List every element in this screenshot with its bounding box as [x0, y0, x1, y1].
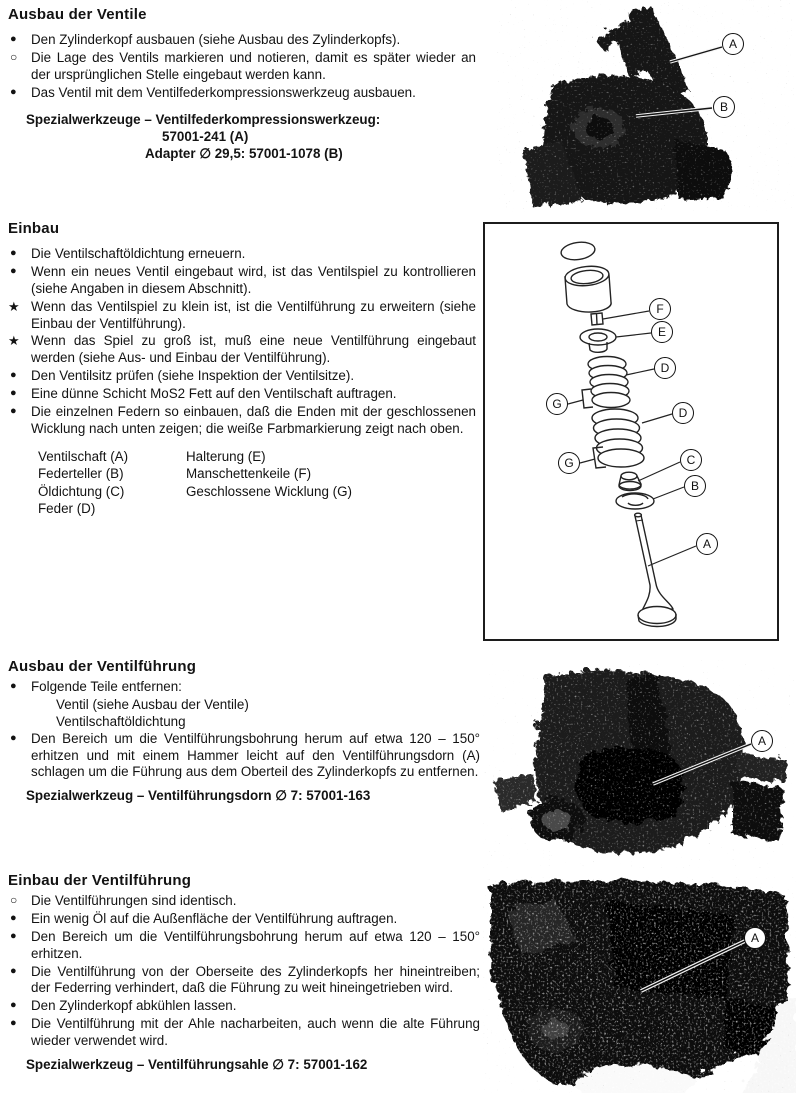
part-label: Ventilschaft (A) [38, 448, 129, 464]
filled-bullet-icon: ● [10, 999, 17, 1012]
callout-e: E [651, 321, 673, 343]
photo-artwork [483, 660, 795, 869]
bullet-item [8, 264, 476, 298]
photo-artwork [483, 877, 796, 1093]
bullet-item [8, 893, 480, 910]
callout-a: A [744, 927, 766, 949]
bullet-item [8, 50, 476, 84]
section-valve-installation [8, 220, 476, 517]
bullet-item [8, 368, 476, 385]
bullet-text: Eine dünne Schicht MoS2 Fett auf den Ventilschaft auftragen. [31, 386, 397, 402]
filled-bullet-icon: ● [10, 369, 17, 382]
bullet-item [8, 246, 476, 263]
part-label: Öldichtung (C) [38, 483, 125, 499]
callout-f: F [649, 298, 671, 320]
bullet-text: Wenn ein neues Ventil eingebaut wird, ist das Ventilspiel zu kontrollieren (siehe Angaben in diesem Abschnitt). [31, 263, 476, 296]
callout-d-upper: D [654, 357, 676, 379]
open-bullet-icon: ○ [10, 893, 18, 907]
bullet-item [8, 32, 476, 49]
part-label: Feder (D) [38, 501, 96, 517]
callout-b: B [713, 96, 735, 118]
parts-legend-column [38, 448, 186, 518]
filled-bullet-icon: ● [10, 405, 17, 418]
special-tools-line: Adapter ∅ 29,5: 57001-1078 (B) [145, 146, 343, 162]
bullet-item [8, 386, 476, 403]
filled-bullet-icon: ● [10, 33, 17, 45]
bullet-text: Die Ventilführungen sind identisch. [31, 893, 237, 908]
bullet-item [8, 1016, 480, 1050]
bullet-item [8, 731, 480, 782]
section-heading: Einbau [8, 220, 60, 237]
sub-item: Ventilschaftöldichtung [56, 713, 186, 729]
bullet-item [8, 679, 480, 696]
keeper-part [591, 313, 603, 325]
bullet-text: Den Zylinderkopf abkühlen lassen. [31, 998, 237, 1014]
valve-part [635, 513, 676, 626]
photo-valve-spring-compressor [497, 0, 795, 212]
bullet-list [8, 679, 480, 781]
callout-b: B [684, 475, 706, 497]
bullet-text: Die Lage des Ventils markieren und notieren, damit es später wieder an der ursprünglichen Stelle eingebaut werden kann. [31, 49, 476, 82]
filled-bullet-icon: ● [10, 964, 17, 977]
tappet-part [564, 264, 611, 312]
inner-spring-part [588, 357, 630, 408]
bullet-text: Den Bereich um die Ventilführungsbohrung herum auf etwa 120 – 150° erhitzen und mit einem Hammer leicht auf den Ventilführungsdorn (A) schlagen um die Führung aus dem Oberteil des Zylinderkopfs zu entfernen. [31, 730, 480, 780]
retainer-part [580, 329, 616, 352]
sub-item: Ventil (siehe Ausbau der Ventile) [56, 696, 249, 712]
filled-bullet-icon: ● [10, 264, 17, 277]
bullet-list [8, 246, 476, 438]
callout-c: C [680, 449, 702, 471]
bullet-text: Die Ventilführung von der Oberseite des Zylinderkopfs her hineintreiben; der Federring verhindert, daß die Führung zu weit hineingetrieben wird. [31, 963, 480, 996]
section-heading: Einbau der Ventilführung [8, 872, 192, 889]
special-tool-note: Spezialwerkzeug – Ventilführungsahle ∅ 7: 57001-162 [26, 1057, 368, 1073]
bullet-text: Folgende Teile entfernen: [31, 679, 182, 694]
special-tools-line: 57001-241 (A) [162, 128, 249, 144]
callout-g-upper: G [546, 393, 568, 415]
filled-bullet-icon: ● [10, 85, 17, 98]
spring-seat-part [616, 493, 654, 509]
bullet-item [8, 333, 476, 367]
bullet-item [8, 998, 480, 1015]
oil-seal-part [619, 472, 641, 490]
section-guide-removal [8, 658, 480, 804]
special-tools-line: Spezialwerkzeuge – Ventilfederkompressionswerkzeug: [26, 111, 381, 127]
bullet-text: Wenn das Ventilspiel zu klein ist, ist die Ventilführung zu erweitern (siehe Einbau der Ventilführung). [31, 298, 476, 331]
callout-a: A [751, 730, 773, 752]
callout-a: A [722, 33, 744, 55]
bullet-item [8, 299, 476, 333]
photo-artwork [497, 0, 795, 212]
bullet-item [8, 929, 480, 963]
special-tool-note: Spezialwerkzeug – Ventilführungsdorn ∅ 7: 57001-163 [26, 788, 371, 804]
bullet-text: Den Bereich um die Ventilführungsbohrung herum auf etwa 120 – 150° erhitzen. [31, 928, 480, 961]
bullet-text: Die einzelnen Federn so einbauen, daß die Enden mit der geschlossenen Wicklung nach unten zeigen; die weiße Farbmarkierung zeigt nach oben. [31, 404, 476, 436]
section-guide-installation [8, 872, 480, 1073]
star-bullet-icon: ★ [8, 298, 20, 314]
parts-legend [8, 448, 476, 518]
bullet-text: Den Ventilsitz prüfen (siehe Inspektion der Ventilsitze). [31, 368, 355, 384]
bullet-text: Den Zylinderkopf ausbauen (siehe Ausbau des Zylinderkopfs). [31, 32, 401, 47]
part-label: Manschettenkeile (F) [186, 466, 312, 482]
diagram-valve-exploded-view [483, 222, 779, 641]
callout-d-lower: D [672, 402, 694, 424]
special-tools-note [8, 111, 476, 163]
filled-bullet-icon: ● [10, 680, 17, 692]
outer-spring-part [592, 409, 644, 467]
bullet-item [8, 404, 476, 438]
filled-bullet-icon: ● [10, 1017, 17, 1030]
parts-legend-column [186, 448, 352, 518]
filled-bullet-icon: ● [10, 387, 17, 400]
bullet-list [8, 893, 480, 1050]
section-valve-removal [8, 6, 476, 163]
filled-bullet-icon: ● [10, 911, 17, 924]
bullet-item [8, 964, 480, 998]
bullet-item [8, 85, 476, 102]
section-heading: Ausbau der Ventilführung [8, 658, 197, 675]
callout-g-lower: G [558, 452, 580, 474]
part-label: Federteller (B) [38, 466, 124, 482]
part-label: Geschlossene Wicklung (G) [186, 483, 352, 499]
callout-a: A [696, 533, 718, 555]
section-heading: Ausbau der Ventile [8, 6, 147, 23]
bullet-text: Wenn das Spiel zu groß ist, muß eine neue Ventilführung eingebaut werden (siehe Aus- und Einbau der Ventilführung). [31, 333, 476, 366]
part-label: Halterung (E) [186, 448, 266, 464]
filled-bullet-icon: ● [10, 929, 17, 942]
bullet-text: Ein wenig Öl auf die Außenfläche der Ventilführung auftragen. [31, 910, 398, 926]
open-bullet-icon: ○ [10, 49, 18, 64]
bullet-text: Das Ventil mit dem Ventilfederkompressionswerkzeug ausbauen. [31, 84, 416, 100]
filled-bullet-icon: ● [10, 731, 17, 744]
star-bullet-icon: ★ [8, 333, 20, 349]
shim-part [560, 240, 596, 262]
bullet-item [8, 911, 480, 928]
bullet-text: Die Ventilführung mit der Ahle nacharbeiten, auch wenn die alte Führung wieder verwendet wird. [31, 1016, 480, 1049]
photo-valve-guide-removal [483, 660, 795, 869]
filled-bullet-icon: ● [10, 247, 17, 259]
bullet-list [8, 32, 476, 102]
photo-valve-guide-installation [483, 877, 796, 1093]
diagram-artwork [485, 224, 777, 639]
bullet-text: Die Ventilschaftöldichtung erneuern. [31, 246, 246, 261]
